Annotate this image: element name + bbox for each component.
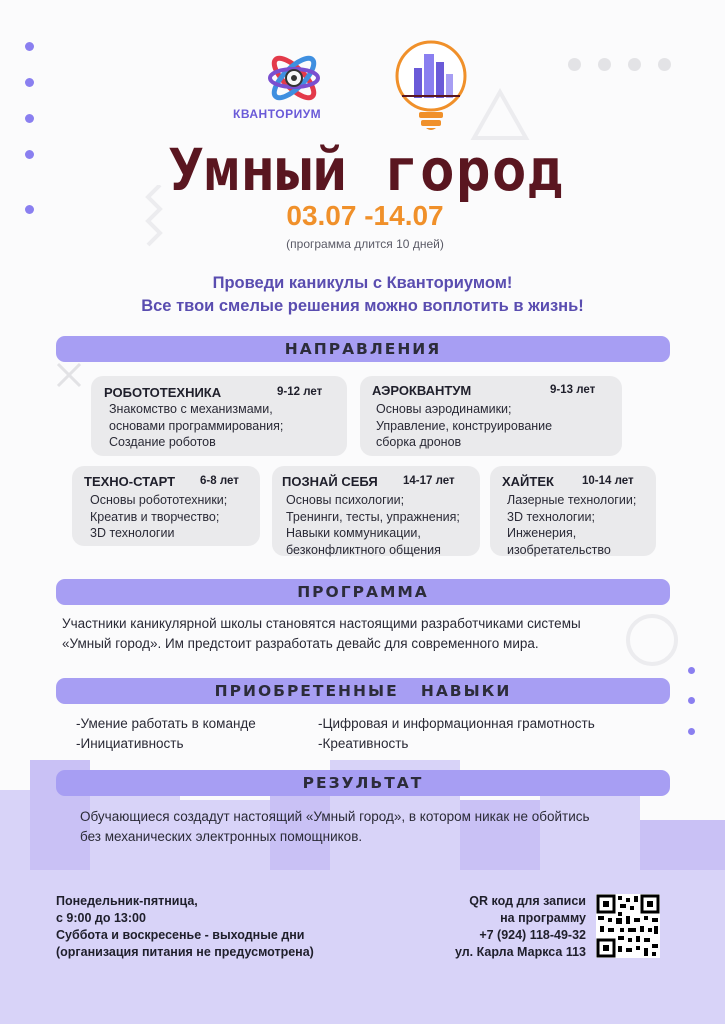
- description-line: Инженерия,: [507, 526, 577, 540]
- schedule-line: с 9:00 до 13:00: [56, 911, 146, 925]
- contact-line: на программу: [500, 911, 586, 925]
- triangle-decor-icon: [470, 88, 530, 143]
- address: ул. Карла Маркса 113: [454, 945, 586, 959]
- description-line: Управление, конструирование: [376, 418, 553, 433]
- direction-card: [360, 376, 622, 456]
- schedule-line: (организация питания не предусмотрена): [56, 945, 314, 959]
- description-line: Основы робототехники;: [90, 493, 228, 507]
- smart-city-bulb-icon: [388, 38, 474, 132]
- description-line: Основы психологии;: [286, 493, 405, 507]
- direction-name: ПОЗНАЙ СЕБЯ: [282, 474, 378, 489]
- qr-code-icon[interactable]: [596, 894, 660, 958]
- direction-age: 10-14 лет: [582, 475, 634, 487]
- description-line: 3D технологии;: [507, 509, 595, 524]
- direction-description: [507, 492, 636, 558]
- direction-name: АЭРОКВАНТУМ: [372, 383, 472, 398]
- direction-card: [91, 376, 347, 456]
- description-line: сборка дронов: [376, 435, 462, 449]
- skills-right: [318, 714, 658, 754]
- section-title: ПРОГРАММА: [297, 583, 429, 601]
- cross-decor-icon: [54, 360, 84, 390]
- contact-info: [420, 893, 586, 961]
- logo-text: КВАНТОРИУМ: [233, 107, 322, 121]
- direction-name: ТЕХНО-СТАРТ: [84, 474, 176, 489]
- decor-dot: [25, 42, 34, 51]
- description-line: безконфликтного общения: [286, 542, 441, 557]
- skill-item: -Креативность: [318, 736, 409, 751]
- dates: 03.07 -14.07: [286, 200, 444, 231]
- direction-description: [109, 401, 283, 451]
- description-line: Тренинги, тесты, упражнения;: [286, 509, 460, 524]
- direction-age: 6-8 лет: [200, 475, 239, 487]
- result-text-line: Обучающиеся создадут настоящий «Умный город», в котором никак не обойтись: [80, 809, 590, 824]
- direction-age: 14-17 лет: [403, 475, 455, 487]
- decor-dot: [25, 150, 34, 159]
- decor-dot: [688, 697, 695, 704]
- description-line: изобретательство: [507, 542, 611, 557]
- program-text: [62, 614, 672, 654]
- decor-dot: [688, 728, 695, 735]
- direction-age: 9-13 лет: [550, 384, 596, 396]
- tagline-line: Все твои смелые решения можно воплотить в жизнь!: [141, 297, 584, 315]
- description-line: Создание роботов: [109, 435, 216, 449]
- result-text-line: без механических электронных помощников.: [80, 829, 363, 844]
- direction-description: [286, 492, 460, 558]
- direction-card: [272, 466, 480, 556]
- direction-name: РОБОТОТЕХНИКА: [104, 385, 222, 400]
- description-line: Основы аэродинамики;: [376, 402, 512, 416]
- section-result-header: [56, 770, 670, 796]
- skills-left: [76, 714, 316, 754]
- description-line: Креатив и творчество;: [90, 509, 220, 524]
- description-line: основами программирования;: [109, 418, 284, 433]
- skill-item: -Умение работать в команде: [76, 716, 256, 731]
- description-line: Лазерные технологии;: [507, 493, 637, 507]
- direction-description: [90, 492, 227, 542]
- result-text: [80, 807, 680, 847]
- tagline-line: Проведи каникулы с Кванториумом!: [212, 274, 513, 292]
- decor-dot: [25, 78, 34, 87]
- section-program-header: [56, 579, 670, 605]
- decor-dot: [25, 205, 34, 214]
- tagline: [40, 272, 685, 318]
- contact-line: QR код для записи: [469, 894, 586, 908]
- skill-item: -Цифровая и информационная грамотность: [318, 716, 595, 731]
- schedule-line: Понедельник-пятница,: [56, 894, 198, 908]
- page-title: Умный город: [168, 136, 564, 204]
- description-line: 3D технологии: [90, 526, 175, 540]
- decor-dot: [658, 58, 671, 71]
- direction-age: 9-12 лет: [277, 386, 323, 398]
- section-directions-header: [56, 336, 670, 362]
- decor-dot: [628, 58, 641, 71]
- decor-dot: [568, 58, 581, 71]
- decor-dot: [688, 667, 695, 674]
- description-line: Знакомство с механизмами,: [109, 402, 273, 416]
- program-text-line: «Умный город». Им предстоит разработать девайс для современного мира.: [62, 636, 539, 651]
- program-text-line: Участники каникулярной школы становятся настоящими разработчиками системы: [62, 616, 581, 631]
- dates-note: (программа длится 10 дней): [286, 237, 444, 251]
- direction-description: [376, 401, 552, 451]
- skill-item: -Инициативность: [76, 736, 184, 751]
- section-title: НАПРАВЛЕНИЯ: [284, 340, 442, 358]
- section-title: ПРИОБРЕТЕННЫЕ НАВЫКИ: [214, 682, 512, 700]
- decor-dot: [598, 58, 611, 71]
- section-skills-header: [56, 678, 670, 704]
- direction-card: [72, 466, 260, 546]
- kvantorium-logo-icon: [264, 50, 324, 106]
- phone-number: +7 (924) 118-49-32: [479, 928, 586, 942]
- schedule: [56, 893, 356, 961]
- direction-card: [490, 466, 656, 556]
- schedule-line: Суббота и воскресенье - выходные дни: [56, 928, 305, 942]
- description-line: Навыки коммуникации,: [286, 526, 421, 540]
- decor-dot: [25, 114, 34, 123]
- direction-name: ХАЙТЕК: [502, 474, 554, 489]
- section-title: РЕЗУЛЬТАТ: [302, 774, 424, 792]
